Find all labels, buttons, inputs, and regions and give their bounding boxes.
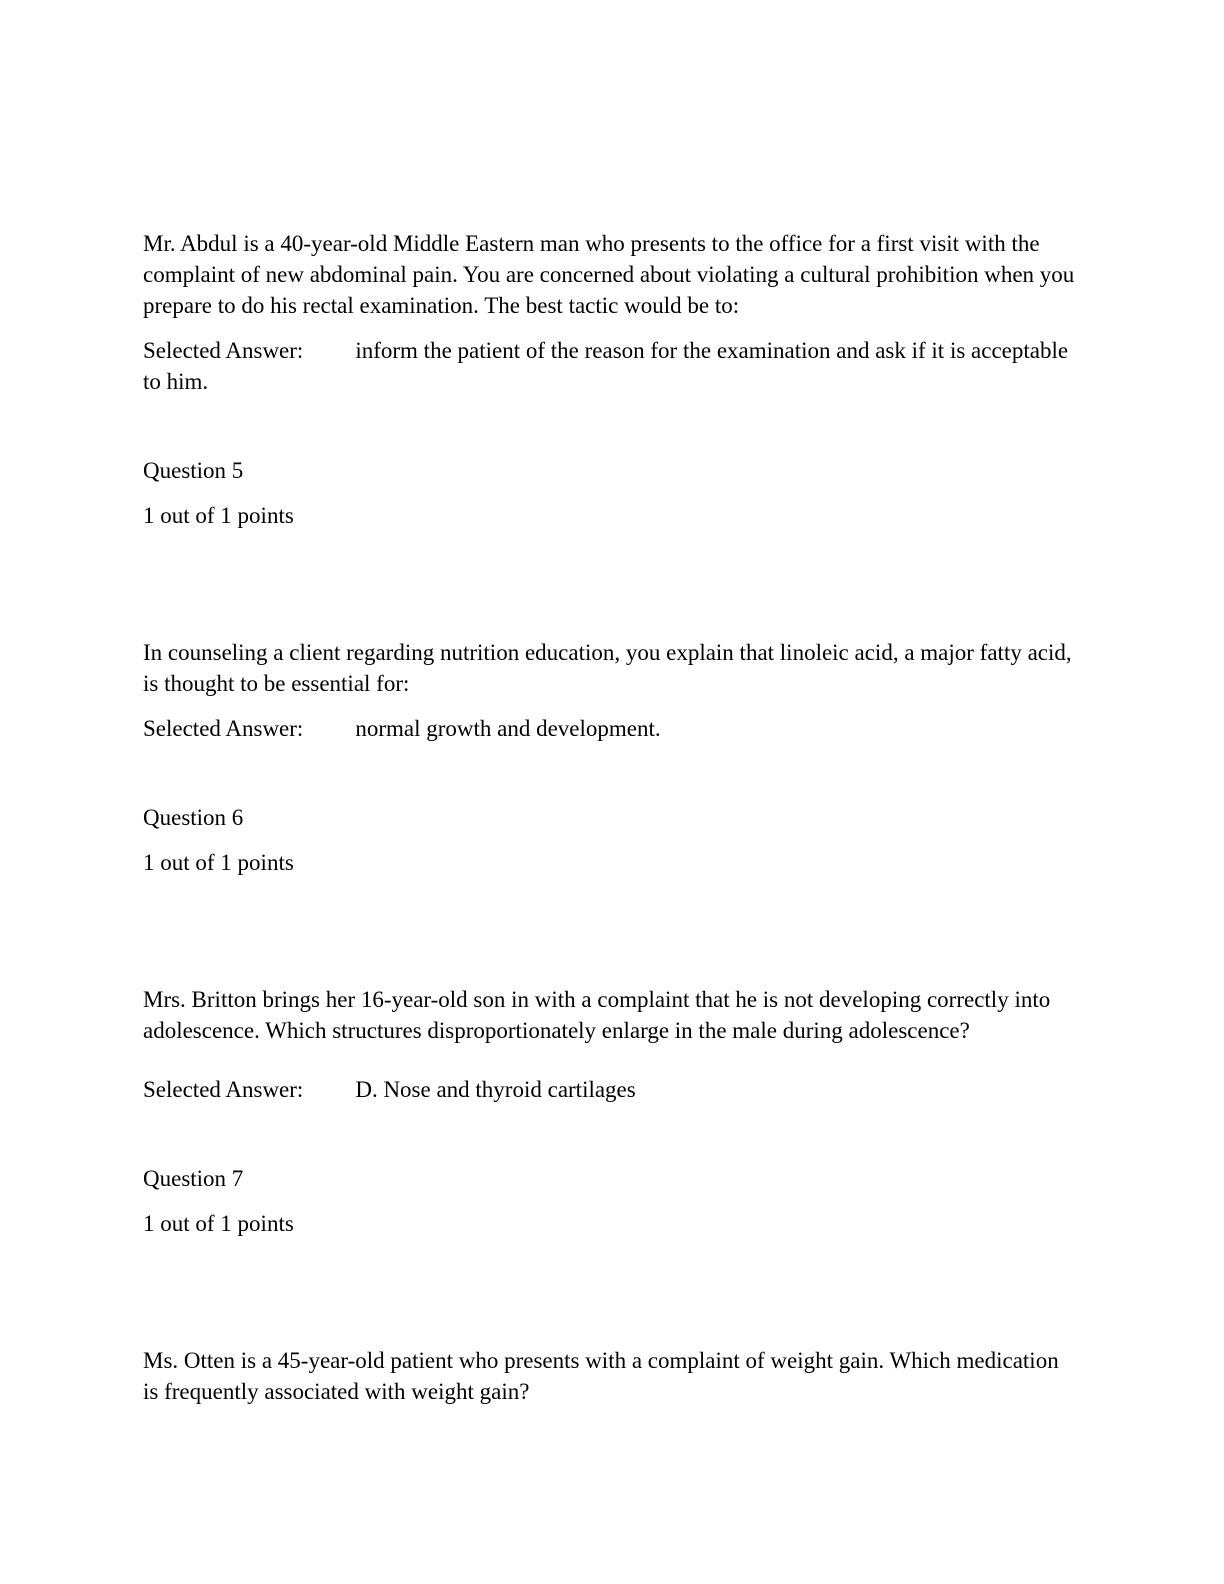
selected-answer-value: D. Nose and thyroid cartilages: [355, 1077, 636, 1102]
question-text: In counseling a client regarding nutrition education, you explain that linoleic acid, a major fatty acid, is thought to be essential for:: [143, 640, 1072, 696]
selected-answer-value: inform the patient of the reason for the examination and ask if it is acceptable to him.: [143, 338, 1069, 394]
selected-answer-label: Selected Answer:: [143, 1077, 304, 1102]
selected-answer-value: normal growth and development.: [355, 716, 661, 741]
selected-answer-row: [143, 335, 1079, 397]
question-text: Mrs. Britton brings her 16-year-old son in with a complaint that he is not developing correctly into adolescence. Which structures disproportionately enlarge in the male during adolescence?: [143, 987, 1051, 1043]
question-points: 1 out of 1 points: [143, 1211, 294, 1236]
selected-answer-row: [143, 1074, 1079, 1105]
question-text: Mr. Abdul is a 40-year-old Middle Eastern man who presents to the office for a first visit with the complaint of new abdominal pain. You are concerned about violating a cultural prohibition when you prepare to do his rectal examination. The best tactic would be to:: [143, 231, 1075, 318]
question-section: [143, 228, 1079, 397]
question-points: 1 out of 1 points: [143, 503, 294, 528]
selected-answer-label: Selected Answer:: [143, 338, 304, 363]
question-header: Question 5: [143, 458, 244, 483]
question-section: [143, 455, 1079, 744]
question-header: Question 6: [143, 805, 244, 830]
question-section: [143, 802, 1079, 1105]
question-text: Ms. Otten is a 45-year-old patient who presents with a complaint of weight gain. Which medication is frequently associated with weight gain?: [143, 1348, 1059, 1404]
selected-answer-row: [143, 713, 1079, 744]
selected-answer-label: Selected Answer:: [143, 716, 304, 741]
question-section: [143, 1163, 1079, 1407]
question-header: Question 7: [143, 1166, 244, 1191]
question-points: 1 out of 1 points: [143, 850, 294, 875]
